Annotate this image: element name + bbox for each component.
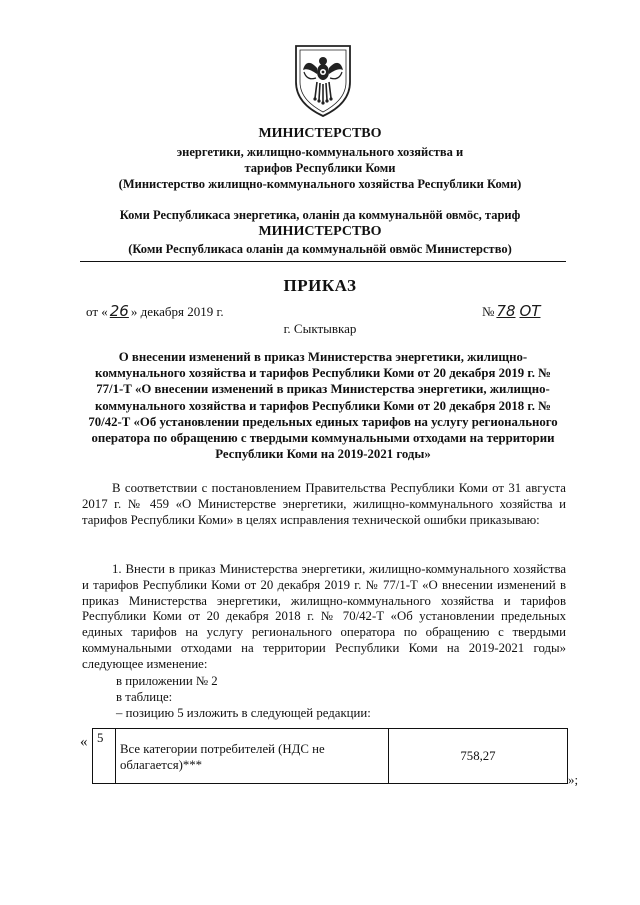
table-close-quote: »; <box>568 772 579 787</box>
row-number: 5 <box>93 729 116 784</box>
row-tariff-value: 758,27 <box>389 729 568 784</box>
date-prefix: от « <box>86 304 108 319</box>
ministry-short-name-ru: (Министерство жилищно-коммунального хозяйства Республики Коми) <box>118 177 522 191</box>
instruction-appendix: в приложении № 2 <box>116 674 218 688</box>
table-row <box>93 729 568 784</box>
row-description: Все категории потребителей (НДС не облагается)*** <box>116 729 389 784</box>
paragraph-order-1: 1. Внести в приказ Министерства энергетики, жилищно-коммунального хозяйства и тарифов Республики Коми от 20 декабря 2019 г. № 77/1-Т «О внесении изменений в приказ Министерства энергетики, жилищно-коммунального хозяйства и тарифов Республики Коми от 20 декабря 2018 г. № 70/42-Т «Об установлении предельных единых тарифов на услугу регионального оператора по обращению с твердыми коммунальными отходами на территории Республики Коми на 2019-2021 годы» следующее изменение: <box>82 562 566 671</box>
date-suffix: » декабря 2019 г. <box>130 304 224 319</box>
paragraph-basis: В соответствии с постановлением Правительства Республики Коми от 31 августа 2017 г. № 459 «О Министерстве энергетики, жилищно-коммунального хозяйства и тарифов Республики Коми» в целях исправления технической ошибки приказываю: <box>82 481 566 527</box>
ministry-name-line2: тарифов Республики Коми <box>244 161 396 175</box>
number-prefix: № <box>482 304 495 319</box>
tariff-position-table <box>92 728 568 784</box>
document-heading: О внесении изменений в приказ Министерства энергетики, жилищно-коммунального хозяйства и тарифов Республики Коми от 20 декабря 2019 г. № 77/1-Т «О внесении изменений в приказ Министерства энергетики, жилищно-коммунального хозяйства и тарифов Республики Коми от 20 декабря 2018 г. № 70/42-Т «Об установлении предельных единых тарифов на услугу регионального оператора по обращению с твердыми коммунальными отходами на территории Республики Коми на 2019-2021 годы» <box>88 350 558 462</box>
ministry-short-name-komi: (Коми Республикаса оланiн да коммунальнöй овмöс Министерство) <box>128 242 512 256</box>
document-city: г. Сыктывкар <box>283 321 357 336</box>
ministry-title-komi: МИНИСТЕРСТВО <box>258 224 382 239</box>
instruction-position: – позицию 5 изложить в следующей редакции: <box>116 706 371 720</box>
number-handwritten: 78 <box>496 302 516 320</box>
ministry-name-line1: энергетики, жилищно-коммунального хозяйства и <box>176 145 464 159</box>
ministry-title-ru: МИНИСТЕРСТВО <box>258 126 382 141</box>
document-type-title: ПРИКАЗ <box>283 276 357 295</box>
number-suffix-handwritten: ОТ <box>519 302 541 320</box>
document-date <box>86 302 224 320</box>
header-divider <box>80 261 566 262</box>
instruction-table: в таблице: <box>116 690 173 704</box>
table-open-quote: « <box>80 734 88 750</box>
date-day-handwritten: 26 <box>109 302 129 320</box>
document-number <box>482 302 542 320</box>
coat-of-arms-emblem <box>290 42 356 118</box>
ministry-name-komi: Коми Республикаса энергетика, оланiн да коммунальнöй овмöс, тариф <box>119 208 521 222</box>
